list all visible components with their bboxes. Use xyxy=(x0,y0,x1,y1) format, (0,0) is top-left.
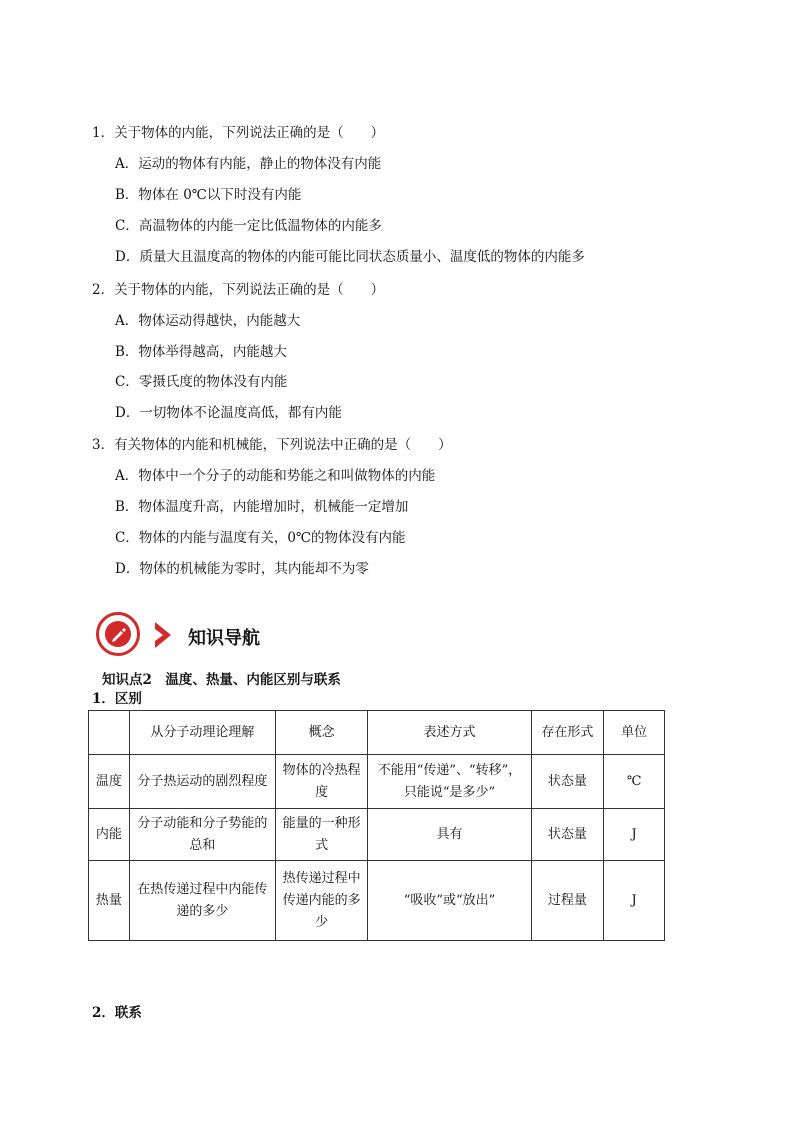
table-header-cell: 从分子动理论理解 xyxy=(129,711,275,755)
table-cell: 分子热运动的剧烈程度 xyxy=(129,755,275,809)
section-2-heading: 2．联系 xyxy=(92,1005,142,1021)
table-cell: 不能用“传递”、“转移”，只能说“是多少” xyxy=(368,755,531,809)
table-header-cell: 表述方式 xyxy=(368,711,531,755)
table-header-row xyxy=(89,711,665,755)
table-row xyxy=(89,755,665,809)
table-cell: 具有 xyxy=(368,809,531,861)
question-3-option-c: C．物体的内能与温度有关，0℃的物体没有内能 xyxy=(115,530,406,546)
question-3-option-b: B．物体温度升高，内能增加时，机械能一定增加 xyxy=(115,499,409,515)
pencil-icon xyxy=(105,621,131,647)
knowledge-point-heading: 知识点2 温度、热量、内能区别与联系 xyxy=(102,672,341,688)
question-1-stem: 1．关于物体的内能，下列说法正确的是（ ） xyxy=(92,125,385,141)
table-cell: 过程量 xyxy=(531,861,604,941)
question-3-stem: 3．有关物体的内能和机械能，下列说法中正确的是（ ） xyxy=(92,437,452,453)
table-cell: 状态量 xyxy=(531,809,604,861)
table-cell: 物体的冷热程度 xyxy=(275,755,367,809)
table-cell: J xyxy=(604,809,665,861)
pencil-icon-ring xyxy=(96,612,140,656)
banner-title: 知识导航 xyxy=(188,628,260,649)
table-row xyxy=(89,861,665,941)
table-cell: J xyxy=(604,861,665,941)
table-cell: 温度 xyxy=(89,755,130,809)
table-cell: 能量的一种形式 xyxy=(275,809,367,861)
question-1-option-b: B．物体在 0℃以下时没有内能 xyxy=(115,187,302,203)
table-header-cell xyxy=(89,711,130,755)
question-2-stem: 2．关于物体的内能，下列说法正确的是（ ） xyxy=(92,282,385,298)
comparison-table xyxy=(88,710,665,941)
table-cell: 在热传递过程中内能传递的多少 xyxy=(129,861,275,941)
table-cell: 分子动能和分子势能的总和 xyxy=(129,809,275,861)
question-2-option-d: D．一切物体不论温度高低，都有内能 xyxy=(115,405,342,421)
table-cell: 热传递过程中传递内能的多少 xyxy=(275,861,367,941)
section-1-heading: 1．区别 xyxy=(92,691,142,707)
table-row xyxy=(89,809,665,861)
table-cell: “吸收”或“放出” xyxy=(368,861,531,941)
table-header-cell: 存在形式 xyxy=(531,711,604,755)
question-2-option-a: A．物体运动得越快，内能越大 xyxy=(115,313,301,329)
table-cell: ℃ xyxy=(604,755,665,809)
question-1-option-a: A．运动的物体有内能，静止的物体没有内能 xyxy=(115,156,382,172)
table-cell: 状态量 xyxy=(531,755,604,809)
question-2-option-c: C．零摄氏度的物体没有内能 xyxy=(115,374,288,390)
table-cell: 内能 xyxy=(89,809,130,861)
table-header-cell: 概念 xyxy=(275,711,367,755)
question-3-option-a: A．物体中一个分子的动能和势能之和叫做物体的内能 xyxy=(115,468,436,484)
question-1-option-c: C．高温物体的内能一定比低温物体的内能多 xyxy=(115,218,382,234)
chevron-right-icon xyxy=(152,620,174,650)
question-1-option-d: D．质量大且温度高的物体的内能可能比同状态质量小、温度低的物体的内能多 xyxy=(115,249,585,265)
question-2-option-b: B．物体举得越高，内能越大 xyxy=(115,344,287,360)
table-cell: 热量 xyxy=(89,861,130,941)
question-3-option-d: D．物体的机械能为零时，其内能却不为零 xyxy=(115,561,369,577)
table-header-cell: 单位 xyxy=(604,711,665,755)
knowledge-nav-banner xyxy=(96,610,356,660)
